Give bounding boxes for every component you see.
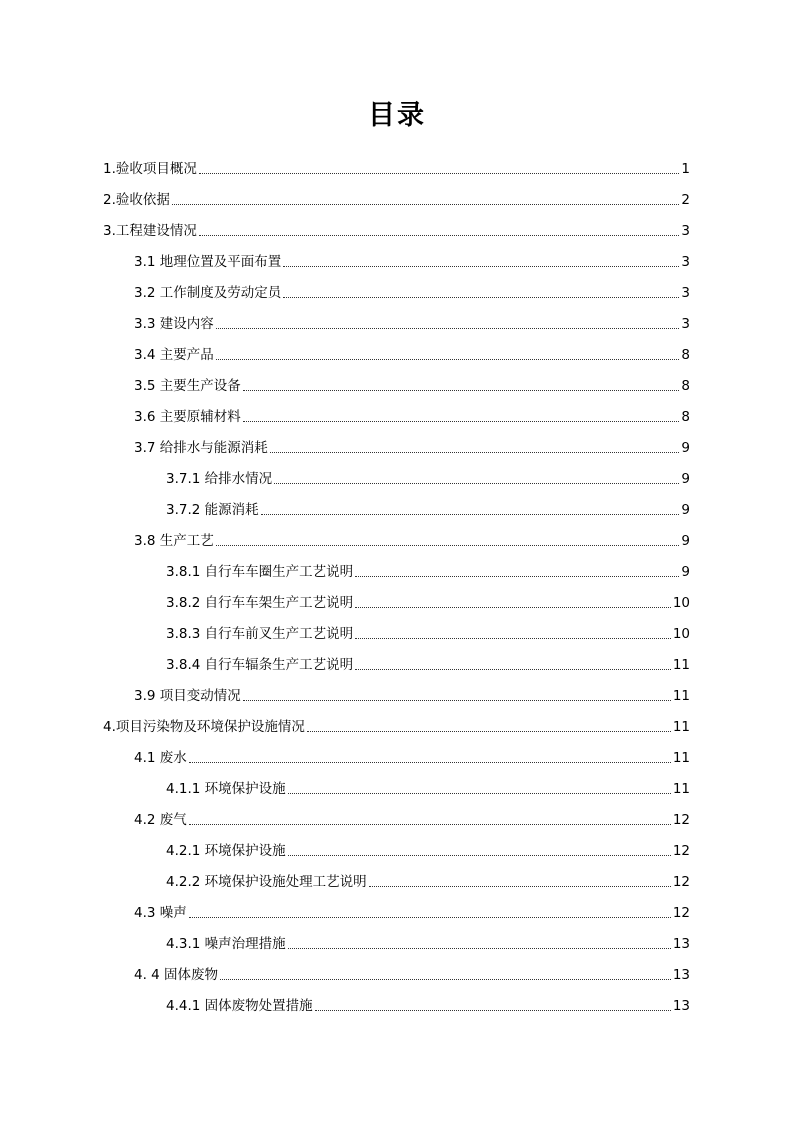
toc-entry-title: 3.工程建设情况 [103, 223, 197, 239]
page-title: 目录 [368, 100, 426, 131]
toc-page-number: 11 [672, 750, 690, 766]
toc-entry-title: 4.3 噪声 [134, 905, 187, 921]
toc-dot-leader [261, 513, 680, 515]
toc-dot-leader [369, 885, 671, 887]
toc-dot-leader [307, 730, 671, 732]
toc-page-number: 9 [681, 564, 690, 580]
toc-entry-title: 4.项目污染物及环境保护设施情况 [103, 719, 305, 735]
toc-entry-title: 3.8.4 自行车辐条生产工艺说明 [166, 657, 354, 673]
toc-entry-title: 3.8.3 自行车前叉生产工艺说明 [166, 626, 354, 642]
toc-page-number: 1 [681, 161, 690, 177]
toc-page-number: 8 [681, 378, 690, 394]
toc-entry[interactable] [134, 400, 690, 426]
toc-dot-leader [355, 575, 679, 577]
toc-page-number: 12 [672, 843, 690, 859]
toc-page-number: 3 [681, 316, 690, 332]
toc-entry-title: 3.3 建设内容 [134, 316, 214, 332]
toc-entry[interactable] [134, 245, 690, 271]
toc-entry[interactable] [134, 431, 690, 457]
toc-dot-leader [199, 234, 680, 236]
toc-page-number: 10 [672, 626, 690, 642]
toc-entry-title: 3.7.1 给排水情况 [166, 471, 273, 487]
toc-dot-leader [216, 358, 680, 360]
toc-entry-title: 3.9 项目变动情况 [134, 688, 241, 704]
toc-entry[interactable] [166, 493, 690, 519]
toc-page-number: 11 [672, 781, 690, 797]
toc-dot-leader [189, 823, 671, 825]
toc-dot-leader [243, 420, 680, 422]
toc-page-number: 11 [672, 688, 690, 704]
toc-page-number: 9 [681, 471, 690, 487]
toc-entry[interactable] [134, 369, 690, 395]
toc-dot-leader [216, 327, 680, 329]
toc-entry-title: 3.5 主要生产设备 [134, 378, 241, 394]
toc-entry-title: 3.2 工作制度及劳动定员 [134, 285, 282, 301]
toc-entry[interactable] [134, 338, 690, 364]
toc-entry[interactable] [134, 958, 690, 984]
toc-page-number: 8 [681, 347, 690, 363]
toc-entry[interactable] [134, 896, 690, 922]
toc-page-number: 13 [672, 967, 690, 983]
toc-entry[interactable] [166, 648, 690, 674]
toc-dot-leader [172, 203, 680, 205]
toc-entry[interactable] [103, 710, 690, 736]
toc-entry-title: 2.验收依据 [103, 192, 170, 208]
toc-entry-title: 4.2 废气 [134, 812, 187, 828]
toc-dot-leader [270, 451, 680, 453]
toc-entry-title: 4.2.2 环境保护设施处理工艺说明 [166, 874, 367, 890]
toc-entry[interactable] [134, 803, 690, 829]
toc-dot-leader [288, 792, 671, 794]
toc-entry[interactable] [134, 524, 690, 550]
toc-entry[interactable] [166, 772, 690, 798]
toc-dot-leader [288, 854, 671, 856]
toc-page-number: 11 [672, 657, 690, 673]
toc-entry-title: 3.7.2 能源消耗 [166, 502, 259, 518]
toc-entry[interactable] [103, 214, 690, 240]
toc-entry-title: 3.8 生产工艺 [134, 533, 214, 549]
toc-entry-title: 4.1.1 环境保护设施 [166, 781, 286, 797]
toc-entry[interactable] [166, 834, 690, 860]
toc-entry[interactable] [166, 927, 690, 953]
toc-dot-leader [355, 637, 671, 639]
toc-entry[interactable] [103, 152, 690, 178]
toc-entry-title: 3.4 主要产品 [134, 347, 214, 363]
toc-entry[interactable] [166, 617, 690, 643]
toc-dot-leader [199, 172, 680, 174]
toc-entry-title: 4. 4 固体废物 [134, 967, 219, 983]
toc-dot-leader [315, 1009, 671, 1011]
toc-entry[interactable] [166, 586, 690, 612]
toc-page-number: 13 [672, 998, 690, 1014]
toc-page-number: 8 [681, 409, 690, 425]
toc-dot-leader [288, 947, 671, 949]
toc-entry-title: 1.验收项目概况 [103, 161, 197, 177]
toc-entry-title: 3.8.2 自行车车架生产工艺说明 [166, 595, 354, 611]
toc-entry-title: 4.4.1 固体废物处置措施 [166, 998, 313, 1014]
toc-dot-leader [355, 668, 671, 670]
toc-entry-title: 3.6 主要原辅材料 [134, 409, 241, 425]
toc-page-number: 12 [672, 812, 690, 828]
toc-entry-title: 3.7 给排水与能源消耗 [134, 440, 268, 456]
toc-page-number: 12 [672, 874, 690, 890]
toc-entry-title: 4.1 废水 [134, 750, 187, 766]
toc-entry[interactable] [134, 276, 690, 302]
toc-page-number: 9 [681, 533, 690, 549]
toc-entry[interactable] [166, 555, 690, 581]
toc-entry[interactable] [166, 865, 690, 891]
toc-dot-leader [216, 544, 680, 546]
toc-entry-title: 4.3.1 噪声治理措施 [166, 936, 286, 952]
toc-page-number: 2 [681, 192, 690, 208]
toc-page-number: 3 [681, 254, 690, 270]
toc-page-number: 3 [681, 223, 690, 239]
toc-entry-title: 3.1 地理位置及平面布置 [134, 254, 282, 270]
toc-entry[interactable] [134, 307, 690, 333]
toc-dot-leader [243, 699, 671, 701]
toc-page-number: 9 [681, 440, 690, 456]
toc-page-number: 11 [672, 719, 690, 735]
toc-page-number: 3 [681, 285, 690, 301]
toc-entry[interactable] [134, 679, 690, 705]
toc-dot-leader [243, 389, 680, 391]
toc-dot-leader [283, 296, 679, 298]
toc-entry[interactable] [103, 183, 690, 209]
toc-entry[interactable] [166, 989, 690, 1015]
toc-page-number: 10 [672, 595, 690, 611]
toc-page-number: 13 [672, 936, 690, 952]
toc-dot-leader [189, 916, 671, 918]
toc-dot-leader [283, 265, 679, 267]
toc-entry-title: 4.2.1 环境保护设施 [166, 843, 286, 859]
toc-page-number: 12 [672, 905, 690, 921]
toc-dot-leader [355, 606, 671, 608]
toc-entry[interactable] [134, 741, 690, 767]
toc-dot-leader [274, 482, 679, 484]
toc-page-number: 9 [681, 502, 690, 518]
toc-dot-leader [189, 761, 671, 763]
toc-entry[interactable] [166, 462, 690, 488]
toc-entry-title: 3.8.1 自行车车圈生产工艺说明 [166, 564, 354, 580]
toc-dot-leader [220, 978, 671, 980]
